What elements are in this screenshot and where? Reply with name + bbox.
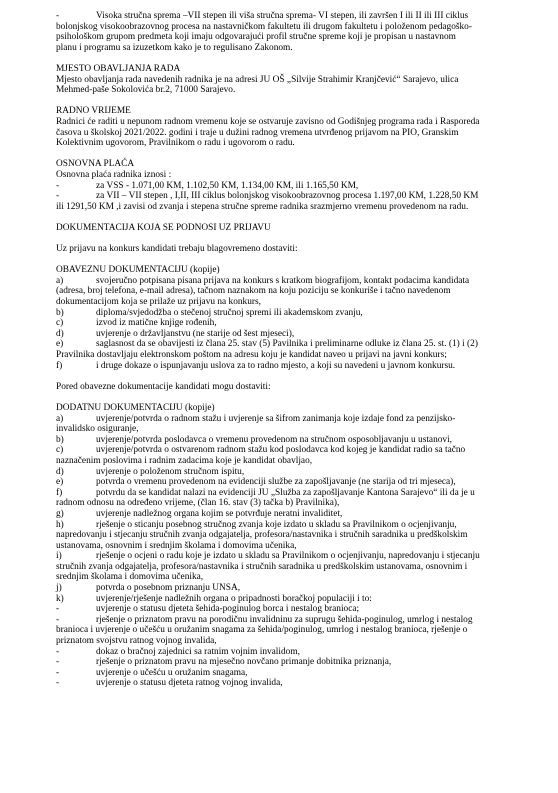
list-item-continuation: ustanovama, osnovnim i srednjim školama i domovima učenika,	[56, 540, 297, 551]
list-item	[56, 361, 518, 372]
list-marker: d)	[56, 466, 64, 477]
list-item-text: potvrda o vremenu provedenom na evidenciji službe za zapošljavanje (ne starija od tri mjeseca),	[96, 477, 456, 488]
list-item-text: potvrdu da se kandidat nalazi na evidenciji JU „Služba za zapošljavanje Kantona Sarajevo“ ili da je u	[96, 487, 475, 498]
dokumentacija-intro: Uz prijavu na konkurs kandidati trebaju blagovremeno dostaviti:	[56, 244, 298, 255]
vrijeme-line: časova u školskoj 2021/2022. godini i traje u dužini radnog vremena utvrđenog prijavom na PIO, Granskim	[56, 127, 459, 138]
mjesto-line: Mjesto obavljanja rada navedenih radnika je na adresi JU OŠ „Silvije Strahimir Kranjčević“ Sarajevo, ulica	[56, 74, 459, 85]
list-item-text: saglasnost da se obavijesti iz člana 25. stav (5) Pavilnika i preliminarne odluke iz člana 25. st. (1) i (2)	[96, 339, 478, 350]
list-marker: -	[56, 191, 60, 202]
list-marker: -	[56, 180, 60, 191]
list-item-text: uvjerenje/potvrda poslodavca o vremenu provedenom na stručnom osposobljavanju u ustanovi,	[96, 434, 453, 445]
list-item-continuation: radnom odnosu na određeno vrijeme, (član 16. stav (3) tačka b) Pravilnika),	[56, 498, 340, 509]
list-item	[56, 435, 518, 446]
list-marker: f)	[56, 487, 63, 498]
list-marker: i)	[56, 551, 62, 562]
list-marker: h)	[56, 519, 64, 530]
list-item-continuation: Pravilnika dostavljaju elektronskom poštom na adresu koju je kandidat naveo u prijavi na javni konkurs;	[56, 350, 447, 360]
list-item-continuation: srednjim školama i domovima učenika,	[56, 572, 204, 583]
list-item-text: rješenje o priznatom pravu na mjesečno novčano primanje dobitnika priznanja,	[96, 657, 392, 668]
intro-line: Visoka stručna sprema –VII stepen ili viša stručna sprema- VI stepen, ili završen I ili II ili III ciklus	[96, 11, 469, 21]
list-item-text: i druge dokaze o ispunjavanju uslova za to radno mjesto, a koji su navedeni u javnom konkursu.	[96, 360, 456, 371]
list-item	[56, 329, 518, 340]
section-heading-vrijeme: RADNO VRIJEME	[56, 106, 131, 117]
list-item	[56, 191, 518, 202]
list-marker: a)	[56, 413, 64, 424]
list-item-continuation: branioca i uvjerenje o učešću u oružanim snagama za šehida/poginulog, umrlog i nestalog branioca, rješenje o	[56, 625, 468, 636]
list-item-text: rješenje o priznatom pravu na porodičnu invalidninu za suprugu šehida-poginulog, umrlog i nestalog	[96, 614, 473, 625]
intro-line: planu i programu sa izuzetkom kako je to regulisano Zakonom.	[56, 42, 293, 53]
list-item	[56, 657, 518, 668]
list-item-continuation: stručnih zvanja odgajatelja, profesora/nastavnika i stručnih saradnika u predškolskim ustanovama, osnovnim i	[56, 561, 468, 572]
list-item-continuation: (adresa, broj telefona, e-mail adresa), tačnom naznakom na koju poziciju se konkuriše i tačno navedenom	[56, 286, 451, 297]
section-heading-obavezna: OBAVEZNU DOKUMENTACIJU (kopije)	[56, 265, 220, 276]
list-marker: -	[56, 657, 60, 668]
list-marker: -	[56, 646, 60, 657]
list-item-continuation: invalidsko osiguranje,	[56, 424, 139, 435]
list-item-text: izvod iz matične knjige rođenih,	[96, 318, 217, 329]
section-heading-dodatna: DODATNU DOKUMENTACIJU (kopije)	[56, 402, 215, 413]
pored-text: Pored obavezne dokumentacije kandidati mogu dostaviti:	[56, 381, 271, 392]
list-item-text: uvjerenje o učešću u oružanim snagama,	[96, 667, 248, 678]
intro-item	[56, 11, 518, 22]
list-marker: f)	[56, 360, 63, 371]
list-item-text: uvjerenje/potvrda o ostvarenom radnom stažu kod poslodavca kod kojeg je kandidat radio sa tačno	[96, 445, 466, 456]
list-item	[56, 594, 518, 605]
list-marker: d)	[56, 328, 64, 339]
list-item-text: uvjerenje o statusu djeteta ratnog vojnog invalida,	[96, 678, 283, 689]
intro-line: bolonjskog visokoobrazovnog procesa na nastavničkom fakultetu ili drugom fakultetu i položenom pedagoško-	[56, 21, 472, 32]
list-item-text: uvjerenje/rješenje nadležnih organa o pripadnosti boračkoj populaciji i to:	[96, 593, 372, 604]
list-marker: -	[56, 667, 60, 678]
list-marker: e)	[56, 339, 64, 350]
list-item	[56, 647, 518, 658]
intro-line: psihološkom grupom predmeta koji imaju odgovarajući profil stručne spreme koji je propisan u nastavnom	[56, 32, 456, 43]
dodatna-list	[56, 414, 518, 689]
section-heading-placa: OSNOVNA PLAĆA	[56, 159, 135, 170]
list-item	[56, 467, 518, 478]
list-item	[56, 308, 518, 319]
vrijeme-line: Kolektivnim ugovorom, Pravilnikom o radu i ugovorom o radu.	[56, 138, 295, 149]
vrijeme-line: Radnici će raditi u nepunom radnom vremenu koje se ostvaruje zavisno od Godišnjeg programa rada i Rasporeda	[56, 116, 480, 127]
list-item-text: svojeručno potpisana pisana prijava na konkurs s kratkom biografijom, kontakt podacima kandidata	[96, 275, 470, 286]
list-item	[56, 339, 518, 350]
list-item	[56, 520, 518, 531]
list-marker: -	[56, 604, 60, 615]
list-marker: e)	[56, 477, 64, 488]
list-marker: j)	[56, 583, 62, 594]
list-item	[56, 583, 518, 594]
placa-intro: Osnovna plaća radnika iznosi :	[56, 169, 172, 180]
list-item	[56, 181, 518, 192]
list-item	[56, 445, 518, 456]
obavezna-list	[56, 276, 518, 371]
list-item-text: uvjerenje/potvrda o radnom stažu i uvjerenje sa šifrom zanimanja koje izdaje fond za penzijsko-	[96, 413, 456, 424]
list-item-continuation: naznačenim poslovima i radnim zadacima koje je kandidat obavljao,	[56, 455, 313, 466]
list-item	[56, 509, 518, 520]
list-marker: -	[56, 11, 60, 21]
placa-item-text: za VSS - 1.071,00 KM, 1.102,50 KM, 1.134,00 KM, ili 1.165,50 KM,	[96, 180, 359, 191]
list-item	[56, 477, 518, 488]
list-marker: -	[56, 678, 60, 689]
placa-item-text: za VII – VII stepen , I,II, III ciklus bolonjskog visokoobrazovnog procesa 1.197,00 KM, 1.228,50 KM	[96, 191, 479, 202]
list-item-continuation: dokumentacijom koja se prilaže uz prijavu na konkurs,	[56, 297, 261, 308]
placa-tail: ili 1291,50 KM ,i zavisi od zvanja i stepena stručne spreme radnika srazmjerno vremenu provedenom na radu.	[56, 201, 469, 212]
list-item	[56, 488, 518, 499]
section-heading-mjesto: MJESTO OBAVLJANJA RADA	[56, 63, 181, 74]
list-item-text: diploma/svjedodžba o stečenoj stručnoj spremi ili akademskom zvanju,	[96, 307, 363, 318]
list-item-text: rješenje o sticanju posebnog stručnog zvanja koje izdato u skladu sa Pravilnikom o ocjenjivanju,	[96, 519, 457, 530]
section-heading-dokumentacija: DOKUMENTACIJA KOJA SE PODNOSI UZ PRIJAVU	[56, 222, 271, 233]
list-item	[56, 604, 518, 615]
list-item-text: rješenje o ocjeni o radu koje je izdato u skladu sa Pravilnikom o ocjenjivanju, napredovanju i stjecanju	[96, 551, 480, 562]
list-marker: g)	[56, 508, 64, 519]
list-item-text: uvjerenje o državljanstvu (ne starije od šest mjeseci),	[96, 328, 295, 339]
list-item-text: uvjerenje o položenom stručnom ispitu,	[96, 466, 245, 477]
list-item-text: potvrda o posebnom priznanju UNSA,	[96, 583, 241, 594]
list-marker: b)	[56, 434, 64, 445]
list-item-text: uvjerenje nadležnog organa kojim se potvrđuje neratni invaliditet,	[96, 508, 343, 519]
list-item	[56, 668, 518, 679]
list-item-continuation: priznatom svojstvu ratnog vojnog invalida,	[56, 636, 217, 647]
list-item	[56, 276, 518, 287]
list-item	[56, 551, 518, 562]
list-item	[56, 615, 518, 626]
list-item-text: dokaz o bračnoj zajednici sa ratnim vojnim invalidom,	[96, 646, 300, 657]
list-marker: c)	[56, 318, 64, 329]
list-marker: k)	[56, 593, 64, 604]
list-item-text: uvjerenje o statusu djeteta šehida-poginulog borca i nestalog branioca;	[96, 604, 360, 615]
list-item	[56, 414, 518, 425]
mjesto-line: Mehmed-paše Sokolovića br.2, 71000 Sarajevo.	[56, 85, 236, 96]
list-item-continuation: napredovanju i stjecanju stručnih zvanja odgajatelja, profesora/nastavnika i stručnih saradnika u predškolskim	[56, 530, 468, 541]
list-item	[56, 318, 518, 329]
list-marker: -	[56, 614, 60, 625]
list-marker: c)	[56, 445, 64, 456]
list-item	[56, 678, 518, 689]
list-marker: a)	[56, 275, 64, 286]
list-marker: b)	[56, 307, 64, 318]
